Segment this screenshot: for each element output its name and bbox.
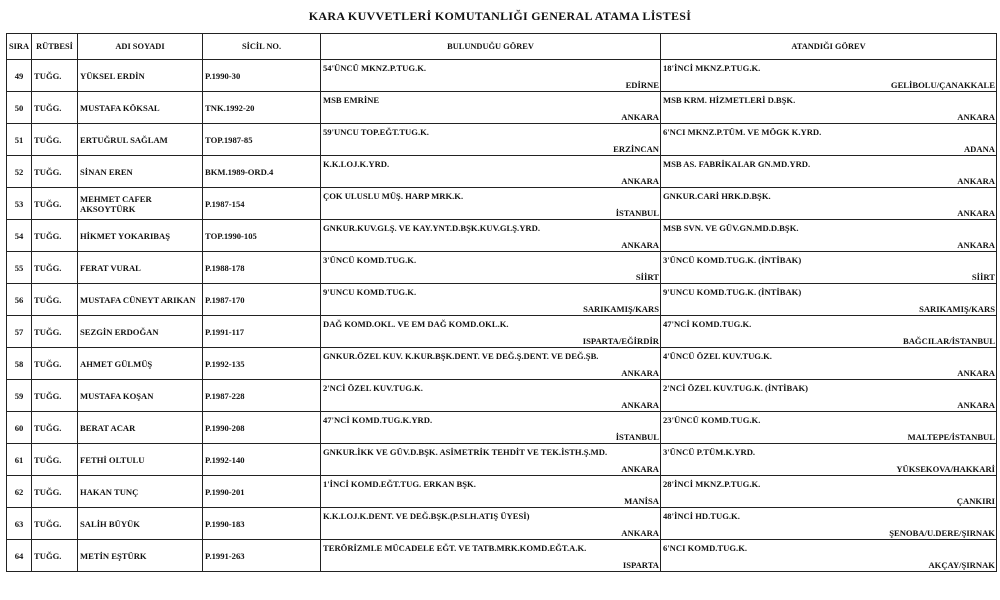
cell-sicil-no: P.1988-178	[203, 252, 321, 284]
cell-atandigi-gorev	[661, 348, 997, 380]
cell-sira: 62	[7, 476, 32, 508]
table-row	[7, 124, 997, 156]
cell-sicil-no: P.1991-117	[203, 316, 321, 348]
atandigi-gorev-text: MSB AS. FABRİKALAR GN.MD.YRD.	[663, 159, 811, 169]
atandigi-gorev-text: MSB SVN. VE GÜV.GN.MD.D.BŞK.	[663, 223, 799, 233]
table-row	[7, 156, 997, 188]
bulundugu-yer-text: İSTANBUL	[615, 432, 659, 442]
cell-sicil-no: P.1991-263	[203, 540, 321, 572]
bulundugu-yer-text: ANKARA	[621, 464, 659, 474]
table-row	[7, 476, 997, 508]
atandigi-gorev-text: MSB KRM. HİZMETLERİ D.BŞK.	[663, 95, 796, 105]
cell-atandigi-gorev	[661, 380, 997, 412]
cell-ad-soyad: SALİH BÜYÜK	[78, 508, 203, 540]
cell-bulundugu-gorev	[321, 380, 661, 412]
bulundugu-yer-text: MANİSA	[624, 496, 659, 506]
cell-ad-soyad: MUSTAFA CÜNEYT ARIKAN	[78, 284, 203, 316]
atandigi-gorev-text: 6'NCI MKNZ.P.TÜM. VE MÖGK K.YRD.	[663, 127, 822, 137]
bulundugu-gorev-text: 3'ÜNCÜ KOMD.TUG.K.	[323, 255, 417, 265]
cell-rutbe: TUĞG.	[32, 380, 78, 412]
bulundugu-gorev-text: K.K.LOJ.K.DENT. VE DEĞ.BŞK.(P.SLH.ATIŞ ÜYESİ)	[323, 511, 530, 521]
cell-sira: 55	[7, 252, 32, 284]
atandigi-yer-text: MALTEPE/İSTANBUL	[907, 432, 995, 442]
cell-sira: 50	[7, 92, 32, 124]
bulundugu-gorev-text: MSB EMRİNE	[323, 95, 380, 105]
atandigi-yer-text: YÜKSEKOVA/HAKKARİ	[896, 464, 995, 474]
cell-atandigi-gorev	[661, 252, 997, 284]
table-row	[7, 92, 997, 124]
cell-rutbe: TUĞG.	[32, 124, 78, 156]
bulundugu-gorev-text: 9'UNCU KOMD.TUG.K.	[323, 287, 417, 297]
cell-ad-soyad: MUSTAFA KOŞAN	[78, 380, 203, 412]
atandigi-yer-text: ÇANKIRI	[956, 496, 995, 506]
cell-bulundugu-gorev	[321, 508, 661, 540]
header-sicil-no: SİCİL NO.	[203, 34, 321, 60]
atandigi-yer-text: ANKARA	[957, 240, 995, 250]
cell-sira: 61	[7, 444, 32, 476]
header-bulundugu-gorev: BULUNDUĞU GÖREV	[321, 34, 661, 60]
bulundugu-gorev-text: TERÖRİZMLE MÜCADELE EĞT. VE TATB.MRK.KOMD.EĞT.A.K.	[323, 543, 587, 553]
atandigi-gorev-text: 3'ÜNCÜ KOMD.TUG.K. (İNTİBAK)	[663, 255, 802, 265]
bulundugu-yer-text: ANKARA	[621, 240, 659, 250]
bulundugu-yer-text: ANKARA	[621, 112, 659, 122]
cell-atandigi-gorev	[661, 316, 997, 348]
atandigi-gorev-text: GNKUR.CARİ HRK.D.BŞK.	[663, 191, 771, 201]
atandigi-gorev-text: 28'İNCİ MKNZ.P.TUG.K.	[663, 479, 761, 489]
cell-sira: 52	[7, 156, 32, 188]
table-row	[7, 508, 997, 540]
cell-atandigi-gorev	[661, 92, 997, 124]
cell-ad-soyad: FERAT VURAL	[78, 252, 203, 284]
cell-sicil-no: P.1990-30	[203, 60, 321, 92]
cell-atandigi-gorev	[661, 284, 997, 316]
cell-bulundugu-gorev	[321, 284, 661, 316]
cell-ad-soyad: HAKAN TUNÇ	[78, 476, 203, 508]
cell-atandigi-gorev	[661, 220, 997, 252]
atandigi-yer-text: SARIKAMIŞ/KARS	[919, 304, 995, 314]
cell-sira: 54	[7, 220, 32, 252]
cell-bulundugu-gorev	[321, 476, 661, 508]
table-row	[7, 444, 997, 476]
atandigi-gorev-text: 6'NCI KOMD.TUG.K.	[663, 543, 748, 553]
atandigi-gorev-text: 2'NCİ ÖZEL KUV.TUG.K. (İNTİBAK)	[663, 383, 809, 393]
atandigi-yer-text: AKÇAY/ŞIRNAK	[928, 560, 995, 570]
atandigi-gorev-text: 23'ÜNCÜ KOMD.TUG.K.	[663, 415, 761, 425]
cell-sira: 58	[7, 348, 32, 380]
cell-atandigi-gorev	[661, 412, 997, 444]
cell-sira: 57	[7, 316, 32, 348]
cell-atandigi-gorev	[661, 124, 997, 156]
header-ad-soyad: ADI SOYADI	[78, 34, 203, 60]
bulundugu-gorev-text: 2'NCİ ÖZEL KUV.TUG.K.	[323, 383, 423, 393]
cell-rutbe: TUĞG.	[32, 156, 78, 188]
cell-atandigi-gorev	[661, 508, 997, 540]
bulundugu-yer-text: ERZİNCAN	[613, 144, 659, 154]
atandigi-yer-text: ANKARA	[957, 208, 995, 218]
cell-atandigi-gorev	[661, 540, 997, 572]
bulundugu-yer-text: ANKARA	[621, 400, 659, 410]
bulundugu-yer-text: EDİRNE	[625, 80, 659, 90]
cell-sicil-no: BKM.1989-ORD.4	[203, 156, 321, 188]
table-body	[7, 60, 997, 572]
atandigi-yer-text: ADANA	[963, 144, 995, 154]
document-title: KARA KUVVETLERİ KOMUTANLIĞI GENERAL ATAMA LİSTESİ	[308, 9, 692, 23]
cell-bulundugu-gorev	[321, 540, 661, 572]
cell-sira: 59	[7, 380, 32, 412]
bulundugu-yer-text: İSTANBUL	[615, 208, 659, 218]
atandigi-yer-text: ANKARA	[957, 176, 995, 186]
atandigi-yer-text: ANKARA	[957, 112, 995, 122]
cell-bulundugu-gorev	[321, 220, 661, 252]
cell-bulundugu-gorev	[321, 60, 661, 92]
cell-atandigi-gorev	[661, 188, 997, 220]
bulundugu-gorev-text: K.K.LOJ.K.YRD.	[323, 159, 390, 169]
cell-sicil-no: P.1990-201	[203, 476, 321, 508]
header-rutbe: RÜTBESİ	[32, 34, 78, 60]
cell-rutbe: TUĞG.	[32, 540, 78, 572]
cell-ad-soyad: MUSTAFA KÖKSAL	[78, 92, 203, 124]
header-sira: SIRA	[7, 34, 32, 60]
atandigi-gorev-text: 18'İNCİ MKNZ.P.TUG.K.	[663, 63, 761, 73]
cell-ad-soyad: HİKMET YOKARIBAŞ	[78, 220, 203, 252]
bulundugu-gorev-text: GNKUR.KUV.GLŞ. VE KAY.YNT.D.BŞK.KUV.GLŞ.YRD.	[323, 223, 540, 233]
bulundugu-gorev-text: 59'UNCU TOP.EĞT.TUG.K.	[323, 127, 429, 137]
bulundugu-yer-text: ISPARTA	[622, 560, 659, 570]
cell-ad-soyad: SEZGİN ERDOĞAN	[78, 316, 203, 348]
cell-rutbe: TUĞG.	[32, 348, 78, 380]
bulundugu-gorev-text: 54'ÜNCÜ MKNZ.P.TUG.K.	[323, 63, 427, 73]
cell-rutbe: TUĞG.	[32, 412, 78, 444]
cell-bulundugu-gorev	[321, 92, 661, 124]
atandigi-yer-text: ŞENOBA/U.DERE/ŞIRNAK	[889, 528, 995, 538]
table-row	[7, 188, 997, 220]
cell-rutbe: TUĞG.	[32, 476, 78, 508]
bulundugu-yer-text: ISPARTA/EĞİRDİR	[582, 336, 659, 346]
cell-ad-soyad: ERTUĞRUL SAĞLAM	[78, 124, 203, 156]
bulundugu-yer-text: SARIKAMIŞ/KARS	[583, 304, 659, 314]
cell-sicil-no: P.1987-170	[203, 284, 321, 316]
cell-sira: 53	[7, 188, 32, 220]
cell-atandigi-gorev	[661, 156, 997, 188]
table-row	[7, 252, 997, 284]
table-row	[7, 380, 997, 412]
cell-ad-soyad: METİN EŞTÜRK	[78, 540, 203, 572]
cell-bulundugu-gorev	[321, 348, 661, 380]
cell-bulundugu-gorev	[321, 316, 661, 348]
cell-rutbe: TUĞG.	[32, 316, 78, 348]
table-row	[7, 60, 997, 92]
cell-bulundugu-gorev	[321, 188, 661, 220]
cell-rutbe: TUĞG.	[32, 60, 78, 92]
cell-atandigi-gorev	[661, 60, 997, 92]
cell-atandigi-gorev	[661, 444, 997, 476]
cell-rutbe: TUĞG.	[32, 508, 78, 540]
table-row	[7, 412, 997, 444]
cell-rutbe: TUĞG.	[32, 220, 78, 252]
cell-bulundugu-gorev	[321, 124, 661, 156]
cell-ad-soyad: MEHMET CAFER AKSOYTÜRK	[78, 188, 203, 220]
bulundugu-yer-text: ANKARA	[621, 176, 659, 186]
cell-ad-soyad: SİNAN EREN	[78, 156, 203, 188]
cell-ad-soyad: FETHİ OLTULU	[78, 444, 203, 476]
cell-sicil-no: P.1987-154	[203, 188, 321, 220]
cell-sicil-no: P.1990-183	[203, 508, 321, 540]
atandigi-yer-text: SİİRT	[971, 272, 995, 282]
cell-sira: 63	[7, 508, 32, 540]
cell-ad-soyad: AHMET GÜLMÜŞ	[78, 348, 203, 380]
cell-sicil-no: P.1992-140	[203, 444, 321, 476]
atandigi-yer-text: GELİBOLU/ÇANAKKALE	[890, 80, 995, 90]
cell-rutbe: TUĞG.	[32, 252, 78, 284]
atandigi-yer-text: BAĞCILAR/İSTANBUL	[902, 336, 995, 346]
atandigi-gorev-text: 9'UNCU KOMD.TUG.K. (İNTİBAK)	[663, 287, 802, 297]
cell-sicil-no: P.1987-228	[203, 380, 321, 412]
cell-atandigi-gorev	[661, 476, 997, 508]
cell-sira: 60	[7, 412, 32, 444]
bulundugu-gorev-text: ÇOK ULUSLU MÜŞ. HARP MRK.K.	[323, 191, 464, 201]
cell-sira: 49	[7, 60, 32, 92]
cell-rutbe: TUĞG.	[32, 188, 78, 220]
bulundugu-gorev-text: GNKUR.İKK VE GÜV.D.BŞK. ASİMETRİK TEHDİT VE TEK.İSTH.Ş.MD.	[323, 447, 608, 457]
cell-rutbe: TUĞG.	[32, 284, 78, 316]
bulundugu-gorev-text: GNKUR.ÖZEL KUV. K.KUR.BŞK.DENT. VE DEĞ.Ş.DENT. VE DEĞ.ŞB.	[323, 351, 599, 361]
bulundugu-gorev-text: 47'NCİ KOMD.TUG.K.YRD.	[323, 415, 433, 425]
cell-bulundugu-gorev	[321, 156, 661, 188]
cell-bulundugu-gorev	[321, 412, 661, 444]
table-row	[7, 316, 997, 348]
atandigi-gorev-text: 3'ÜNCÜ P.TÜM.K.YRD.	[663, 447, 756, 457]
cell-sicil-no: TNK.1992-20	[203, 92, 321, 124]
table-row	[7, 284, 997, 316]
cell-sira: 64	[7, 540, 32, 572]
bulundugu-yer-text: ANKARA	[621, 528, 659, 538]
atandigi-yer-text: ANKARA	[957, 368, 995, 378]
table-row	[7, 220, 997, 252]
table-row	[7, 540, 997, 572]
table-row	[7, 348, 997, 380]
table-header-row	[7, 34, 997, 60]
cell-bulundugu-gorev	[321, 252, 661, 284]
atandigi-gorev-text: 48'İNCİ HD.TUG.K.	[663, 511, 740, 521]
atandigi-gorev-text: 47'NCİ KOMD.TUG.K.	[663, 319, 752, 329]
cell-sicil-no: P.1990-208	[203, 412, 321, 444]
cell-sira: 51	[7, 124, 32, 156]
cell-sicil-no: TOP.1990-105	[203, 220, 321, 252]
atandigi-gorev-text: 4'ÜNCÜ ÖZEL KUV.TUG.K.	[663, 351, 772, 361]
cell-sicil-no: P.1992-135	[203, 348, 321, 380]
cell-ad-soyad: YÜKSEL ERDİN	[78, 60, 203, 92]
bulundugu-yer-text: ANKARA	[621, 368, 659, 378]
bulundugu-yer-text: SİİRT	[635, 272, 659, 282]
header-atandigi-gorev: ATANDIĞI GÖREV	[661, 34, 997, 60]
cell-sira: 56	[7, 284, 32, 316]
cell-bulundugu-gorev	[321, 444, 661, 476]
cell-sicil-no: TOP.1987-85	[203, 124, 321, 156]
bulundugu-gorev-text: DAĞ KOMD.OKL. VE EM DAĞ KOMD.OKL.K.	[323, 319, 509, 329]
cell-ad-soyad: BERAT ACAR	[78, 412, 203, 444]
atandigi-yer-text: ANKARA	[957, 400, 995, 410]
general-assignment-table	[6, 33, 997, 572]
cell-rutbe: TUĞG.	[32, 444, 78, 476]
bulundugu-gorev-text: 1'İNCİ KOMD.EĞT.TUG. ERKAN BŞK.	[323, 479, 476, 489]
cell-rutbe: TUĞG.	[32, 92, 78, 124]
